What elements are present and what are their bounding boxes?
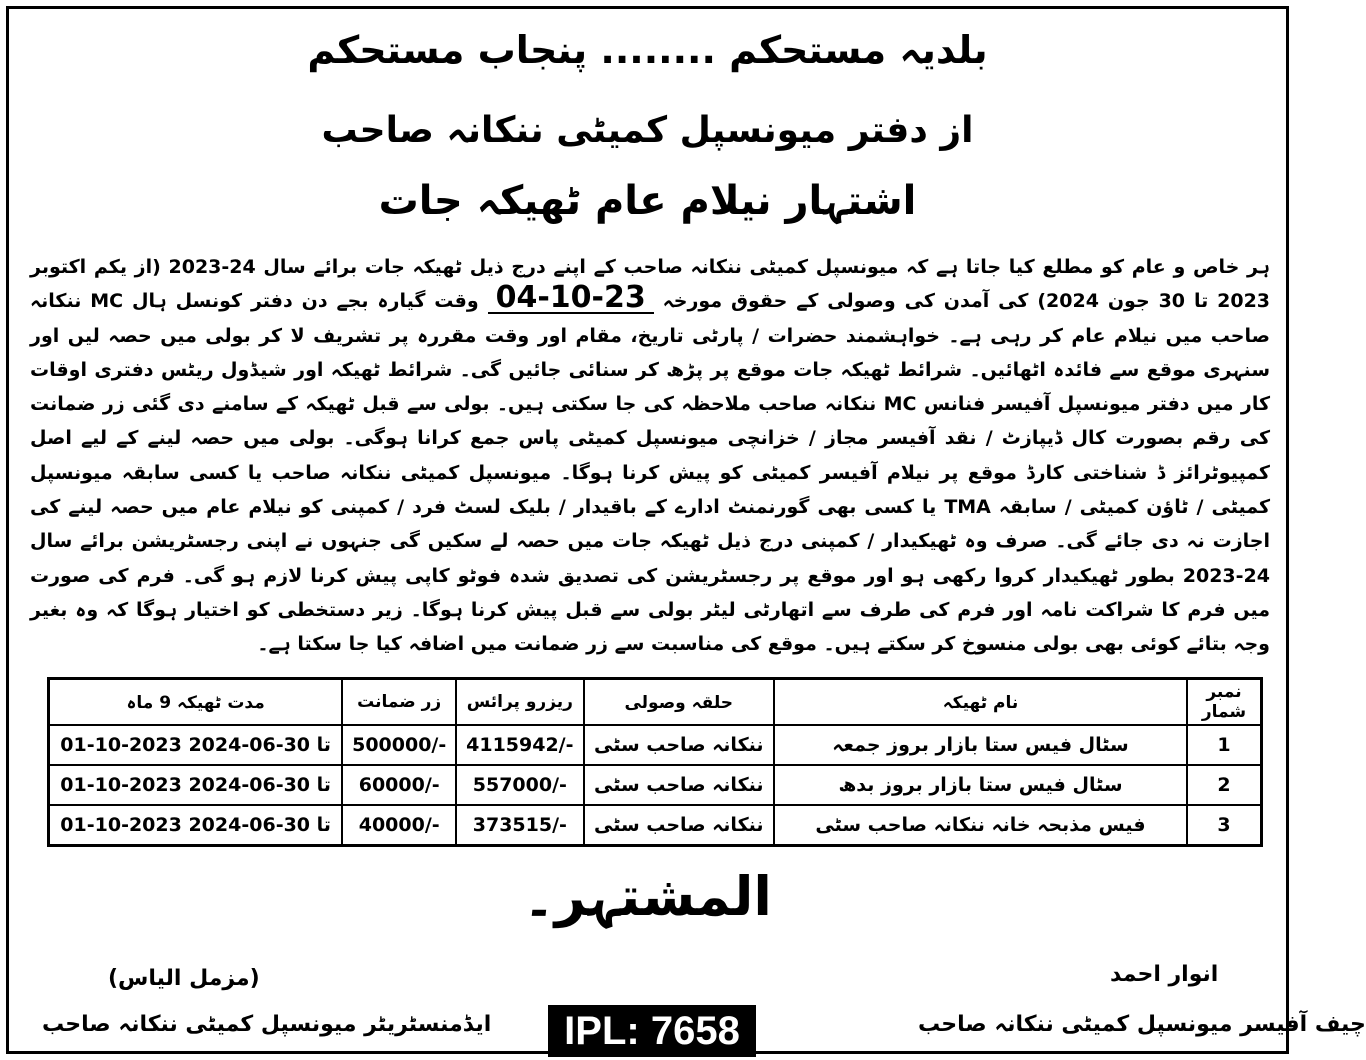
cell-security: 40000/- xyxy=(342,805,456,846)
notice-text-part1: ہر خاص و عام کو مطلع کیا جاتا ہے کہ میونسپل کمیٹی ننکانہ صاحب کے اپنے درج ذیل ٹھیکہ جات برائے سال 24-2023 (از یکم اکتوبر 2023 تا 30 جون 2024) کی آمدن کی وصولی کے حقوق مورخہ xyxy=(30,256,1271,313)
cell-reserve-price: 4115942/- xyxy=(456,725,583,765)
col-reserve-price: ریزرو پرائس xyxy=(456,679,583,726)
cell-period: 01-10-2023 تا 30-06-2024 xyxy=(49,725,343,765)
signatory-right-title: چیف آفیسر میونسپل کمیٹی ننکانہ صاحب xyxy=(918,1012,1366,1037)
cell-reserve-price: 373515/- xyxy=(456,805,583,846)
cell-period: 01-10-2023 تا 30-06-2024 xyxy=(49,765,343,805)
col-serial: نمبر شمار xyxy=(1187,679,1262,726)
header-office: از دفتر میونسپل کمیٹی ننکانہ صاحب xyxy=(321,110,974,151)
table-row xyxy=(49,765,1262,805)
cell-contract-name: فیس مذبحہ خانہ ننکانہ صاحب سٹی xyxy=(774,805,1187,846)
table-header-row xyxy=(49,679,1262,726)
publisher-title: المشتہر۔ xyxy=(523,865,772,928)
notice-text-part2: وقت گیارہ بجے دن دفتر کونسل ہال MC ننکانہ صاحب میں نیلام عام کر رہی ہے۔ خواہشمند حضرات / پارٹی تاریخ، مقام اور وقت مقررہ پر تشریف لا کر بولی میں حصہ لیں اور سنہری موقع سے فائدہ اٹھائیں۔ شرائط ٹھیکہ جات موقع پر پڑھ کر سنائی جائیں گی۔ شرائط ٹھیکہ اور شیڈول ریٹس دفتری اوقات کار میں دفتر میونسپل آفیسر فنانس MC ننکانہ صاحب ملاحظہ کی جا سکتی ہیں۔ بولی سے قبل ٹھیکہ کے سامنے دی گئی زر ضمانت کی رقم بصورت کال ڈیپازٹ / نقد آفیسر مجاز / خزانچی میونسپل کمیٹی پاس جمع کرانا ہوگی۔ بولی میں حصہ لینے کے لیے اصل کمپیوٹرائز ڈ شناختی کارڈ موقع پر نیلام آفیسر کمیٹی کو پیش کرنا ہوگا۔ میونسپل کمیٹی ننکانہ صاحب یا کسی سابقہ میونسپل کمیٹی / ٹاؤن کمیٹی / سابقہ TMA یا کسی بھی گورنمنٹ ادارے کے باقیدار / بلیک لسٹ فرد / کمپنی کو نیلام عام میں حصہ لینے کی اجازت نہ دی جائے گی۔ صرف وہ ٹھیکیدار / کمپنی درج ذیل ٹھیکہ جات میں حصہ لے سکیں گی جنہوں نے اپنی رجسٹریشن برائے سال 24-2023 بطور ٹھیکیدار کروا رکھی ہو اور موقع پر رجسٹریشن کی تصدیق شدہ فوٹو کاپی پیش کرنا لازم ہو گی۔ فرم کی صورت میں فرم کا شراکت نامہ اور فرم کی طرف سے اتھارٹی لیٹر بولی سے قبل پیش کرنا ہوگا۔ زیر دستخطی کو اختیار ہوگا کہ وہ بغیر وجہ بتائے کوئی بھی بولی منسوخ کر سکتے ہیں۔ موقع کی مناسبت سے زر ضمانت میں اضافہ کیا جا سکتا ہے۔ xyxy=(30,290,1271,656)
col-contract-name: نام ٹھیکہ xyxy=(774,679,1187,726)
table-row xyxy=(49,805,1262,846)
cell-reserve-price: 557000/- xyxy=(456,765,583,805)
cell-serial: 3 xyxy=(1187,805,1262,846)
cell-collection-area: ننکانہ صاحب سٹی xyxy=(584,725,775,765)
cell-period: 01-10-2023 تا 30-06-2024 xyxy=(49,805,343,846)
cell-serial: 1 xyxy=(1187,725,1262,765)
ipl-number-badge: IPL: 7658 xyxy=(548,1005,756,1057)
cell-contract-name: سٹال فیس ستا بازار بروز بدھ xyxy=(774,765,1187,805)
signatory-right-name: انوار احمد xyxy=(1110,962,1219,987)
header-slogan: بلدیہ مستحکم ........ پنجاب مستحکم xyxy=(307,28,988,72)
col-period: مدت ٹھیکہ 9 ماہ xyxy=(49,679,343,726)
signatory-left-title: ایڈمنسٹریٹر میونسپل کمیٹی ننکانہ صاحب xyxy=(42,1012,492,1037)
cell-collection-area: ننکانہ صاحب سٹی xyxy=(584,805,775,846)
contracts-table xyxy=(47,677,1263,847)
signatory-left-name: (مزمل الیاس) xyxy=(108,966,260,991)
cell-security: 60000/- xyxy=(342,765,456,805)
cell-collection-area: ننکانہ صاحب سٹی xyxy=(584,765,775,805)
auction-date: 04-10-23 xyxy=(488,284,654,314)
notice-body xyxy=(30,250,1270,662)
table-row xyxy=(49,725,1262,765)
col-collection-area: حلقہ وصولی xyxy=(584,679,775,726)
cell-security: 500000/- xyxy=(342,725,456,765)
cell-contract-name: سٹال فیس ستا بازار بروز جمعہ xyxy=(774,725,1187,765)
header-title: اشتہار نیلام عام ٹھیکہ جات xyxy=(378,178,917,224)
col-security: زر ضمانت xyxy=(342,679,456,726)
cell-serial: 2 xyxy=(1187,765,1262,805)
